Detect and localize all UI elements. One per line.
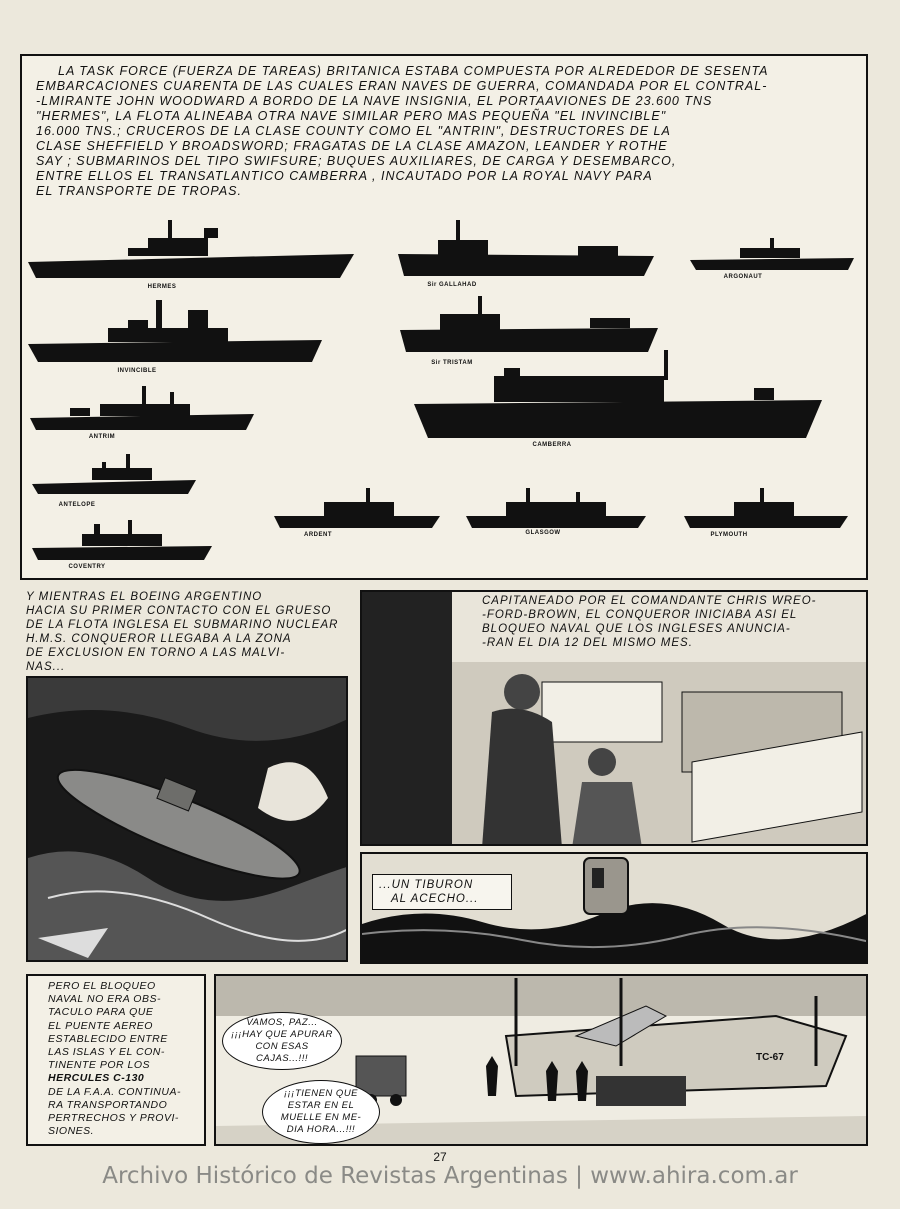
caption-line: DE LA F.A.A. CONTINUA-: [48, 1085, 181, 1098]
argonaut-silhouette: [690, 236, 854, 272]
ship-label-antelope: ANTELOPE: [58, 502, 96, 508]
caption-line: H.M.S. CONQUEROR LLEGABA A LA ZONA: [26, 633, 292, 645]
text-line: EL TRANSPORTE DE TROPAS.: [36, 184, 242, 198]
bubble-line: ESTAR EN EL: [287, 1100, 355, 1111]
ship-label-antrim: ANTRIM: [88, 434, 116, 440]
text-line: SAY ; SUBMARINOS DEL TIPO SWIFSURE; BUQUES AUXILIARES, DE CARGA Y DESEMBARCO,: [36, 154, 677, 168]
ship-label-coventry: COVENTRY: [68, 564, 106, 570]
caption-line: ESTABLECIDO ENTRE: [48, 1032, 168, 1045]
camberra-silhouette: [414, 348, 822, 440]
text-line: CLASE SHEFFIELD Y BROADSWORD; FRAGATAS DE LA CLASE AMAZON, LEANDER Y ROTHE: [36, 139, 668, 153]
ship-label-hermes: HERMES: [147, 284, 177, 290]
bubble-line: MUELLE EN ME-: [280, 1112, 362, 1123]
aircraft-marking: TC-67: [756, 1052, 784, 1063]
caption-line: -FORD-BROWN, EL CONQUEROR INICIABA ASI EL: [482, 609, 798, 621]
bubble-line: ¡¡¡HAY QUE APURAR: [231, 1029, 333, 1040]
ship-label-invincible: INVINCIBLE: [117, 368, 157, 374]
ship-label-gallahad: Sir GALLAHAD: [427, 282, 477, 288]
shark-caption-box: [372, 874, 512, 910]
caption-line: HACIA SU PRIMER CONTACTO CON EL GRUESO: [26, 605, 332, 617]
airbridge-caption: [48, 980, 206, 1138]
caption-line: DE EXCLUSION EN TORNO A LAS MALVI-: [26, 647, 286, 659]
hermes-silhouette: [28, 216, 354, 282]
text-line: 16.000 TNS.; CRUCEROS DE LA CLASE COUNTY COMO EL "ANTRIN", DESTRUCTORES DE LA: [36, 124, 671, 138]
text-line: "HERMES", LA FLOTA ALINEABA OTRA NAVE SIMILAR PERO MAS PEQUEÑA "EL INVINCIBLE": [36, 109, 667, 123]
caption-line: AL ACECHO...: [391, 893, 479, 905]
text-line: EMBARCACIONES CUARENTA DE LAS CUALES ERAN NAVES DE GUERRA, COMANDADA POR EL CONTRAL-: [36, 79, 768, 93]
ardent-silhouette: [274, 486, 440, 528]
tristam-silhouette: [400, 294, 658, 354]
airbridge-caption-panel: [26, 974, 206, 1146]
archive-footer: Archivo Histórico de Revistas Argentinas | www.ahira.com.ar: [102, 1163, 798, 1189]
submarine-caption: [26, 590, 356, 674]
text-line: ENTRE ELLOS EL TRANSATLANTICO CAMBERRA , INCAUTADO POR LA ROYAL NAVY PARA: [36, 169, 653, 183]
caption-line: NAS...: [26, 661, 66, 673]
caption-line: TACULO PARA QUE: [48, 1006, 154, 1019]
plymouth-silhouette: [684, 486, 848, 528]
caption-line: PERO EL BLOQUEO: [48, 980, 156, 992]
ship-label-plymouth: PLYMOUTH: [710, 532, 748, 538]
caption-line: CAPITANEADO POR EL COMANDANTE CHRIS WREO-: [482, 595, 817, 607]
ship-label-argonaut: ARGONAUT: [723, 274, 763, 280]
caption-line: BLOQUEO NAVAL QUE LOS INGLESES ANUNCIA-: [482, 623, 791, 635]
caption-line: Y MIENTRAS EL BOEING ARGENTINO: [26, 591, 263, 603]
shark-panel: [360, 852, 868, 964]
hercules-panel: [214, 974, 868, 1146]
submarine-illustration: [28, 678, 348, 962]
caption-line: -RAN EL DIA 12 DEL MISMO MES.: [482, 637, 693, 649]
caption-line: TINENTE POR LOS: [48, 1059, 151, 1072]
blockade-caption: [482, 594, 868, 650]
page-number: 27: [433, 1150, 447, 1164]
caption-line: SIONES.: [48, 1125, 95, 1138]
control-room-panel: [360, 590, 868, 846]
task-force-panel: [20, 54, 868, 580]
ship-label-tristam: Sir TRISTAM: [431, 360, 473, 366]
bubble-line: ¡¡¡TIENEN QUE: [283, 1088, 359, 1099]
text-line: LA TASK FORCE (FUERZA DE TAREAS) BRITANICA ESTABA COMPUESTA POR ALREDEDOR DE SESENTA: [58, 64, 769, 78]
caption-line: DE LA FLOTA INGLESA EL SUBMARINO NUCLEAR: [26, 619, 339, 631]
caption-line: HERCULES C-130: [48, 1072, 145, 1085]
caption-line: RA TRANSPORTANDO: [48, 1098, 168, 1111]
bubble-line: VAMOS, PAZ...: [246, 1017, 318, 1028]
submarine-panel: [26, 676, 348, 962]
antrim-silhouette: [30, 382, 254, 430]
caption-line: ...UN TIBURON: [379, 879, 474, 891]
antelope-silhouette: [32, 452, 196, 496]
caption-line: PERTRECHOS Y PROVI-: [48, 1112, 179, 1125]
caption-line: LAS ISLAS Y EL CON-: [48, 1046, 165, 1059]
bubble-line: DIA HORA...!!!: [286, 1124, 356, 1135]
invincible-silhouette: [28, 296, 322, 366]
ship-label-camberra: CAMBERRA: [532, 442, 572, 448]
bubble-line: CON ESAS CAJAS...!!!: [255, 1041, 309, 1064]
glasgow-silhouette: [466, 486, 646, 528]
ship-label-ardent: ARDENT: [304, 532, 332, 538]
coventry-silhouette: [32, 518, 212, 560]
task-force-text: [36, 64, 856, 199]
text-line: -LMIRANTE JOHN WOODWARD A BORDO DE LA NAVE INSIGNIA, EL PORTAAVIONES DE 23.600 TNS: [36, 94, 713, 108]
speech-bubble-dock: [262, 1080, 380, 1144]
gallahad-silhouette: [398, 216, 654, 278]
caption-line: NAVAL NO ERA OBS-: [48, 993, 161, 1006]
ship-label-glasgow: GLASGOW: [525, 530, 561, 536]
speech-bubble-hurry: [222, 1012, 342, 1070]
caption-line: EL PUENTE AEREO: [48, 1019, 153, 1032]
